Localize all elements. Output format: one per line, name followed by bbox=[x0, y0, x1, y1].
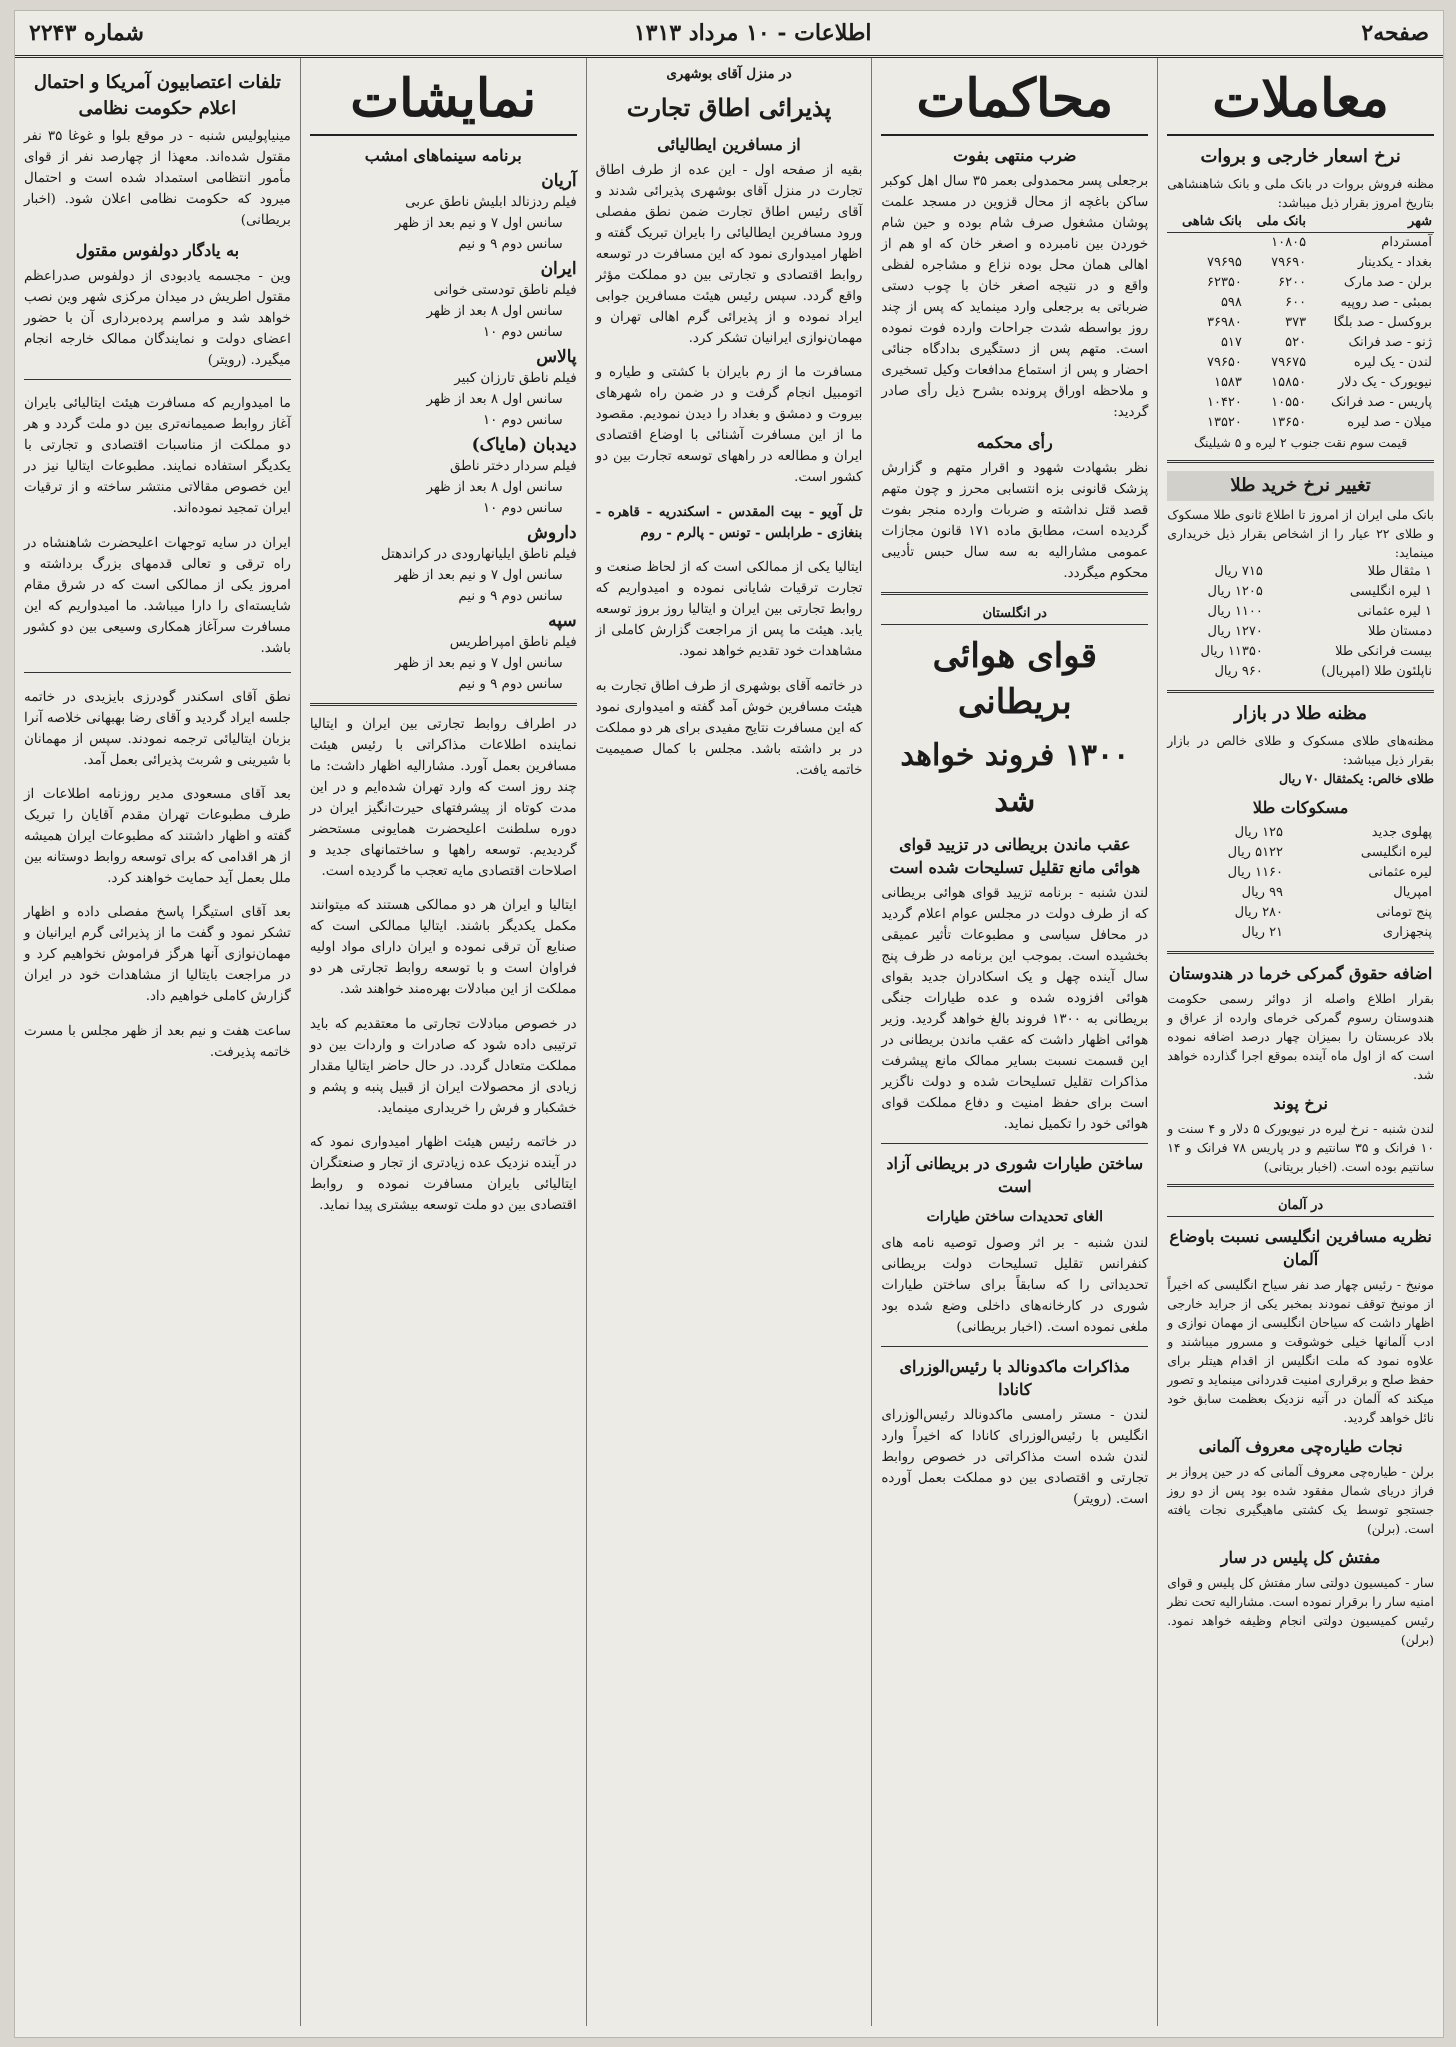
gold-title: تغییر نرخ خرید طلا bbox=[1167, 471, 1434, 501]
cinema-entry bbox=[310, 171, 577, 255]
germany-body: مونیخ - رئیس چهار صد نفر سیاح انگلیسی که اخیراً از مونیخ توقف نمودند بمخبر یکی از جراید خارجی اظهار داشت که سیاحان انگلیسی از مهمان نوازی و ادب آلمانها خیلی خوشوقت و مسرور میباشند و علاوه نمود که ملت انگلیس از اقدام هیتلر برای حفظ صلح و برقراری امنیت قدردانی مینماید و تصور میکند که آلمان در آتیه نزدیک بعظمت سابق خود نائل خواهد گردید. bbox=[1167, 1277, 1434, 1425]
aircraft-body: لندن شنبه - بر اثر وصول توصیه نامه های کنفرانس تقلیل تسلیحات دولت بریطانی تحدیداتی را که سابقاً برای ساختن طیارات شوری در کارخانه‌های داخلی وضع شده بود ملغی نموده است. (اخبار بریطانی) bbox=[881, 1236, 1149, 1335]
verdict-body: نظر بشهادت شهود و اقرار متهم و گزارش پزشک قانونی بزه انتسابی محرز و چون متهم قصد قتل نداشته و ضربات وارده منجر بفوت گردیده است، مطابق ماده ۱۷۱ قانون مجازات عمومی مشارالیه به سه سال حبس تأدیبی محکوم میگردد. bbox=[881, 461, 1149, 581]
gold-row-price: ۱۲۰۵ ریال bbox=[1207, 584, 1263, 599]
canada-title: مذاکرات ماکدونالد با رئیس‌الوزرای کانادا bbox=[899, 1357, 1131, 1399]
case1-title: ضرب منتهی بفوت bbox=[953, 146, 1077, 165]
newspaper-page bbox=[14, 10, 1444, 2038]
pound-title: نرخ پوند bbox=[1273, 1094, 1328, 1113]
masthead bbox=[15, 11, 1443, 58]
cinema-film: فیلم ناطق تودستی خوانی bbox=[433, 283, 577, 298]
cinema-name: داروش bbox=[527, 523, 577, 543]
coin-row bbox=[1167, 823, 1434, 843]
rate-melli: ۱۳۶۵۰ bbox=[1271, 415, 1307, 430]
cinema-entry bbox=[310, 259, 577, 343]
commerce-body-3: ایتالیا یکی از ممالکی است که از لحاظ صنعت و تجارت ترقیات شایانی نموده و امیدواریم که روابط تجارتی بین ایران و ایتالیا روز بروز توسعه یابد. هیئت ما پس از مراجعت گزارش کاملی از مشاهدات خود تقدیم خواهد نمود. bbox=[595, 560, 863, 660]
rate-melli: ۶۰۰ bbox=[1285, 295, 1307, 310]
commerce-subtitle: از مسافرین ایطالیائی bbox=[657, 135, 801, 154]
gold-row bbox=[1167, 622, 1434, 642]
gold-row-label: ۱ لیره عثمانی bbox=[1357, 604, 1432, 619]
gold-row bbox=[1167, 602, 1434, 622]
rates-row bbox=[1167, 293, 1434, 313]
gold-row-label: ناپلئون طلا (امپریال) bbox=[1321, 664, 1432, 679]
rate-shahi: ۷۹۶۵۰ bbox=[1206, 355, 1242, 370]
gold-row-label: ۱ لیره انگلیسی bbox=[1349, 584, 1432, 599]
cinema-entry bbox=[310, 611, 577, 695]
shows-body-4: در خاتمه رئیس هیئت اظهار امیدواری نمود که در آینده نزدیک عده زیادتری از تجار و صنعتگران ایتالیائی بایران مسافرت نموده و روابط اقتصادی بین دو ملت توسعه بیشتری پیدا نماید. bbox=[309, 1135, 577, 1214]
cinema-showtime: سانس دوم ۱۰ bbox=[482, 413, 563, 428]
germany-title: نظریه مسافرین انگلیسی نسبت باوضاع آلمان bbox=[1169, 1227, 1432, 1269]
gold-row-label: بیست فرانکی طلا bbox=[1335, 644, 1432, 659]
market-intro: مظنه‌های طلای مسکوک و طلای خالص در بازار بقرار ذیل میباشد: bbox=[1167, 733, 1434, 767]
cinema-name: سپه bbox=[548, 611, 577, 631]
rates-row bbox=[1167, 353, 1434, 373]
rate-city: پاریس - صد فرانک bbox=[1331, 395, 1432, 410]
cinema-showtime: سانس دوم ۹ و نیم bbox=[458, 677, 563, 692]
gold-row-label: ۱ مثقال طلا bbox=[1367, 564, 1432, 579]
rate-city: بروکسل - صد بلگا bbox=[1333, 315, 1432, 330]
cinema-list bbox=[310, 171, 577, 695]
rates-col-city: شهر bbox=[1308, 212, 1434, 233]
england-head: در انگلستان bbox=[881, 603, 1148, 625]
rate-melli: ۳۷۳ bbox=[1285, 315, 1307, 330]
rates-row bbox=[1167, 273, 1434, 293]
cinema-showtime: سانس اول ۷ و نیم بعد از ظهر bbox=[394, 656, 563, 671]
news-body-5: بعد آقای مسعودی مدیر روزنامه اطلاعات از طرف مطبوعات تهران مقدم آقایان را تبریک گفته و اظهار داشتند که مطبوعات ایران همیشه از هر اقدامی که برای توسعه روابط دوستانه بین ملل بعمل آید حمایت خواهند کرد. bbox=[24, 786, 291, 886]
rate-melli: ۵۲۰ bbox=[1285, 335, 1307, 350]
coin-row-price: ۵۱۲۲ ریال bbox=[1227, 845, 1284, 860]
section-title-shows: نمایشات bbox=[310, 64, 577, 136]
cinema-name: پالاس bbox=[536, 347, 577, 367]
coin-row-label: لیره انگلیسی bbox=[1360, 845, 1432, 860]
coin-row-label: پهلوی جدید bbox=[1371, 825, 1432, 840]
coin-row-price: ۲۸۰ ریال bbox=[1234, 905, 1284, 920]
rate-city: آمستردام bbox=[1381, 235, 1432, 250]
column-news bbox=[15, 58, 300, 2026]
section-title-transactions: معاملات bbox=[1167, 64, 1434, 136]
news-body-4: نطق آقای اسکندر گودرزی بایزیدی در خاتمه جلسه ایراد گردید و آقای رضا بهبهانی خلاصه آنرا بزبان ایتالیائی ترجمه نمودند. سپس از مهمانان با شیرینی و شربت پذیرائی بعمل آمد. bbox=[24, 689, 291, 768]
rate-shahi: ۶۲۳۵۰ bbox=[1206, 275, 1242, 290]
gold-table bbox=[1167, 562, 1434, 682]
cinema-program-title: برنامه سینماهای امشب bbox=[364, 146, 522, 165]
newspaper-title: اطلاعات - ۱۰ مرداد ۱۳۱۳ bbox=[633, 20, 872, 46]
cinema-showtime: سانس دوم ۹ و نیم bbox=[458, 237, 563, 252]
rate-shahi: ۱۰۴۲۰ bbox=[1206, 395, 1242, 410]
coin-row bbox=[1167, 903, 1434, 923]
aircraft-subtitle: الغای تحدیدات ساختن طیارات bbox=[926, 1209, 1103, 1225]
rates-body bbox=[1167, 233, 1434, 434]
rate-melli: ۶۲۰۰ bbox=[1278, 275, 1307, 290]
column-courts bbox=[871, 58, 1157, 2026]
rate-melli: ۱۵۸۵۰ bbox=[1271, 375, 1307, 390]
cinema-showtime: سانس اول ۸ بعد از ظهر bbox=[426, 304, 563, 319]
cinema-showtime: سانس اول ۷ و نیم بعد از ظهر bbox=[394, 568, 563, 583]
coin-row bbox=[1167, 923, 1434, 943]
rate-shahi: ۵۱۷ bbox=[1220, 335, 1242, 350]
airforce-count: ۱۳۰۰ فروند خواهد شد bbox=[900, 738, 1130, 819]
rate-city: برلن - صد مارک bbox=[1343, 275, 1432, 290]
coin-row-price: ۱۱۶۰ ریال bbox=[1227, 865, 1284, 880]
rates-intro: مظنه فروش بروات در بانک ملی و بانک شاهنشاهی بتاریخ امروز بقرار ذیل میباشد: bbox=[1167, 176, 1434, 210]
rates-row bbox=[1167, 233, 1434, 254]
rate-shahi: ۱۳۵۲۰ bbox=[1206, 415, 1242, 430]
coin-row-label: امپریال bbox=[1393, 885, 1432, 900]
rate-melli: ۷۹۶۹۰ bbox=[1271, 255, 1307, 270]
airforce-title: قوای هوائی بریطانی bbox=[932, 636, 1098, 722]
commerce-kicker: در منزل آقای بوشهری bbox=[666, 66, 792, 82]
pure-gold: طلای خالص: یکمثقال ۷۰ ریال bbox=[1279, 771, 1434, 786]
commerce-title: پذیرائی اطاق تجارت bbox=[626, 93, 832, 122]
cinema-showtime: سانس دوم ۱۰ bbox=[482, 501, 563, 516]
rates-row bbox=[1167, 373, 1434, 393]
police-title: مفتش کل پلیس در سار bbox=[1220, 1548, 1381, 1567]
cinema-showtime: سانس اول ۸ بعد از ظهر bbox=[426, 392, 563, 407]
pilot-body: برلن - طیاره‌چی معروف آلمانی که در حین پرواز بر فراز دریای شمال مفقود شده بود پس از دو روز جستجو توسط یک کشتی ماهیگیری نجات یافته است. (برلن) bbox=[1167, 1464, 1434, 1536]
columns bbox=[15, 58, 1443, 2026]
coin-row-price: ۲۱ ریال bbox=[1241, 925, 1284, 940]
gold-row bbox=[1167, 662, 1434, 682]
rate-melli: ۱۰۸۰۵ bbox=[1271, 235, 1307, 250]
rate-city: ژنو - صد فرانک bbox=[1348, 335, 1432, 350]
coin-row bbox=[1167, 883, 1434, 903]
column-shows bbox=[300, 58, 586, 2026]
coins-title: مسکوکات طلا bbox=[1252, 798, 1349, 817]
cinema-showtime: سانس دوم ۹ و نیم bbox=[458, 589, 563, 604]
canada-body: لندن - مستر رامسی ماکدونالد رئیس‌الوزرای انگلیس با رئیس‌الوزرای کانادا که اخیراً وارد لندن شده است مذاکراتی در خصوص روابط تجارتی و اقتصادی بین دو مملکت بعمل آورده است. (رویتر) bbox=[881, 1408, 1149, 1507]
column-transactions bbox=[1157, 58, 1443, 2026]
rate-city: بمبئی - صد روپیه bbox=[1340, 295, 1432, 310]
verdict-title: رأی محکمه bbox=[976, 433, 1053, 452]
cinema-entry bbox=[310, 523, 577, 607]
news-body-2: ما امیدواریم که مسافرت هیئت ایتالیائی بایران آغاز روابط صمیمانه‌تری بین دو ملت گردد و هر دو مملکت از مناسبات اقتصادی و تجارتی با یکدیگر استفاده نمایند. مطبوعات ایتالیا نیز در این خصوص مقالاتی منتشر ساخته و از ترقیات ایران تمجید نموده‌اند. bbox=[24, 396, 291, 517]
column-commerce bbox=[586, 58, 872, 2026]
cinema-name: دیدبان (مایاک) bbox=[471, 435, 577, 455]
airforce-subtitle: عقب ماندن بریطانی در تزیید قوای هوائی مانع تقلیل تسلیحات شده است bbox=[889, 835, 1141, 877]
news-body-3: ایران در سایه توجهات اعلیحضرت شاهنشاه در راه ترقی و تعالی قدمهای بزرگ برداشته و امروز یکی از ممالکی است که در شرق مقام شایسته‌ای را دارا میباشد. ما امیدواریم که این مسافرت سرآغاز همکاری وسیعی بین دو کشور باشد. bbox=[24, 535, 291, 656]
page-number: صفحه۲ bbox=[1361, 20, 1429, 46]
rate-city: بغداد - یکدینار bbox=[1357, 255, 1432, 270]
commerce-body-2: مسافرت ما از رم بایران با کشتی و طیاره و اتومبیل انجام گرفت و در ضمن راه شهرهای بیروت و دمشق و بغداد را دیدن نمودیم. مقصود ما از این مسافرت آشنائی با اوضاع اقتصادی ایران و مطالعه در راههای توسعه تجارت بین دو کشور است. bbox=[595, 365, 863, 486]
gold-row-price: ۱۱۳۵۰ ریال bbox=[1200, 644, 1263, 659]
rate-shahi bbox=[1167, 233, 1244, 254]
rate-city: لندن - یک لیره bbox=[1353, 355, 1432, 370]
rates-col-shahi: بانک شاهی bbox=[1167, 212, 1244, 233]
rate-melli: ۱۰۵۵۰ bbox=[1271, 395, 1307, 410]
germany-head: در آلمان bbox=[1167, 1195, 1434, 1217]
police-body: سار - کمیسیون دولتی سار مفتش کل پلیس و قوای امنیه سار را برقرار نموده است. مشارالیه تحت نظر رئیس کمیسیون دولتی انجام وظیفه خواهد نمود. (برلن) bbox=[1167, 1575, 1434, 1647]
dollfuss-body: وین - مجسمه یادبودی از دولفوس صدراعظم مقتول اطریش در میدان مرکزی شهر وین نصب خواهد شد و مراسم پرده‌برداری آن با حضور اعضای دولت و نمایندگان ممالک خارجه انجام میگیرد. (رویتر) bbox=[24, 269, 291, 368]
shows-body-2: ایتالیا و ایران هر دو ممالکی هستند که میتوانند مکمل یکدیگر باشند. ایتالیا ممالکی است که صنایع آن ترقی نموده و ایران دارای مواد اولیه فراوان است و با توسعه روابط تجارتی هر دو مملکت از این مبادلات بهره‌مند خواهند شد. bbox=[309, 898, 577, 998]
cinema-showtime: سانس اول ۸ بعد از ظهر bbox=[426, 480, 563, 495]
section-title-courts: محاکمات bbox=[881, 64, 1148, 136]
gold-row bbox=[1167, 562, 1434, 582]
rates-row bbox=[1167, 413, 1434, 433]
gold-row-price: ۱۲۷۰ ریال bbox=[1207, 624, 1263, 639]
rate-shahi: ۱۵۸۳ bbox=[1213, 375, 1242, 390]
rates-row bbox=[1167, 393, 1434, 413]
gold-row-label: دمستان طلا bbox=[1367, 624, 1432, 639]
issue-number: شماره ۲۲۴۳ bbox=[29, 20, 144, 46]
strike-body: مینیاپولیس شنبه - در موقع بلوا و غوغا ۳۵ نفر مقتول شده‌اند. معهذا از چهارصد نفر از قوای مأمور انتظامی استمداد شده است و احتمال میرود که حکومت نظامی اعلان شود. (اخبار بریطانی) bbox=[24, 129, 291, 228]
strike-title: تلفات اعتصابیون آمریکا و احتمال اعلام حکومت نظامی bbox=[33, 72, 281, 119]
coin-row bbox=[1167, 863, 1434, 883]
airforce-body: لندن شنبه - برنامه تزیید قوای هوائی بریطانی که از طرف دولت در مجلس عوام اعلام گردید در محافل سیاسی و مطبوعات تأثیر عمیقی بخشیده است. بموجب این برنامه در ظرف پنج سال آینده چهل و یک اسکادران جدید بقوای هوائی افزوده شده و عده طیارات جنگی بریطانی به ۱۳۰۰ فروند بالغ خواهد گردید. وزیر هوائی اظهار داشت که عقب ماندن بریطانی در این قسمت نسبت بسایر ممالک مانع پیشرفت مذاکرات تقلیل تسلیحات شده و دولت ناگزیر است برای حفظ امنیت و دفاع مملکت قوای هوائی خود را تکمیل نماید. bbox=[881, 886, 1149, 1132]
coin-row-label: پنجهزاری bbox=[1382, 925, 1432, 940]
coin-row bbox=[1167, 843, 1434, 863]
cinema-film: فیلم ناطق ایلیانهارودی در کراندهتل bbox=[380, 547, 577, 562]
commerce-cities: تل آویو - بیت المقدس - اسکندریه - قاهره - بنغازی - طرابلس - تونس - پالرم - روم bbox=[595, 503, 863, 541]
cinema-film: فیلم ناطق امپراطریس bbox=[449, 635, 577, 650]
coin-row-label: پنج تومانی bbox=[1376, 905, 1432, 920]
dollfuss-title: به یادگار دولفوس مقتول bbox=[75, 241, 240, 260]
dates-customs-title: اضافه حقوق گمرکی خرما در هندوستان bbox=[1168, 964, 1433, 983]
coin-row-price: ۱۲۵ ریال bbox=[1234, 825, 1284, 840]
gold-row-price: ۹۶۰ ریال bbox=[1214, 664, 1263, 679]
rates-header-row bbox=[1167, 212, 1434, 233]
gold-row bbox=[1167, 642, 1434, 662]
coin-row-label: لیره عثمانی bbox=[1368, 865, 1432, 880]
cinema-name: آریان bbox=[541, 171, 577, 191]
gold-intro: بانک ملی ایران از امروز تا اطلاع ثانوی طلا مسکوک و طلای ۲۲ عیار را از اشخاص بقرار ذیل خریداری مینماید: bbox=[1167, 507, 1434, 560]
commerce-body-1: بقیه از صفحه اول - این عده از طرف اطاق تجارت در منزل آقای بوشهری پذیرائی شدند و آقای رئیس اطاق تجارت ضمن نطق مفصلی ورود مسافرین ایطالیائی را بایران تبریک گفته و اظهار امیدواری نمود که این مسافرت در توسعه روابط اقتصادی و تجارتی بین دو مملکت مؤثر واقع گردد. سپس رئیس هیئت مسافرین جوابی ایراد نموده و از پذیرائی گرم اهالی تهران و مهمان‌نوازی ایرانیان تشکر کرد. bbox=[595, 163, 863, 346]
case1-body: برجعلی پسر محمدولی بعمر ۳۵ سال اهل کوکبر ساکن باغچه از محال قزوین در مسجد علمت پوشان مشغول صرف شام بوده و حین شام خوردن بین نامبرده و اصغر خان که او هم از اهالی همان محل بوده نزاع و مشاجره لفظی واقع و در نتیجه اصغر خان با چوب دستی ضرباتی به برجعلی وارد مینماید که پس از چند روز بواسطه شدت جراحات وارده فوت نموده است. متهم پس از دستگیری بدادگاه جنائی احضار و پس از استماع مدافعات وکیل تسخیری و ملاحظه اوراق پرونده بشرح ذیل رأی صادر گردید: bbox=[881, 174, 1149, 420]
rates-note: قیمت سوم نقت جنوب ۲ لیره و ۵ شیلینگ bbox=[1193, 435, 1408, 450]
rates-row bbox=[1167, 313, 1434, 333]
rate-melli: ۷۹۶۷۵ bbox=[1271, 355, 1307, 370]
cinema-showtime: سانس اول ۷ و نیم بعد از ظهر bbox=[394, 216, 563, 231]
gold-row bbox=[1167, 582, 1434, 602]
rate-city: میلان - صد لیره bbox=[1347, 415, 1432, 430]
cinema-entry bbox=[310, 435, 577, 519]
news-body-6: بعد آقای استیگرا پاسخ مفصلی داده و اظهار تشکر نمود و گفت ما از پذیرائی گرم ایرانیان و مهمان‌نوازی آنها هرگز فراموش نخواهیم کرد و در مراجعت بایتالیا از مشاهدات خود در ایران گزارش کاملی خواهیم داد. bbox=[24, 905, 291, 1005]
dates-customs-body: بقرار اطلاع واصله از دوائر رسمی حکومت هندوستان رسوم گمرکی خرمای وارده از عراق و بلاد عربستان را بمیزان چهار درصد اضافه نموده است که از اول ماه آینده بموقع اجرا گذارده خواهد شد. bbox=[1167, 991, 1434, 1082]
rate-shahi: ۷۹۶۹۵ bbox=[1206, 255, 1242, 270]
rate-shahi: ۵۹۸ bbox=[1220, 295, 1242, 310]
news-closing: ساعت هفت و نیم بعد از ظهر مجلس با مسرت خاتمه پذیرفت. bbox=[24, 1023, 291, 1060]
rates-col-melli: بانک ملی bbox=[1244, 212, 1308, 233]
market-title: مظنه طلا در بازار bbox=[1234, 703, 1368, 724]
cinema-showtime: سانس دوم ۱۰ bbox=[482, 325, 563, 340]
rates-row bbox=[1167, 333, 1434, 353]
coin-row-price: ۹۹ ریال bbox=[1241, 885, 1284, 900]
rate-city: نیویورک - یک دلار bbox=[1337, 375, 1432, 390]
cinema-film: فیلم سردار دختر ناطق bbox=[449, 459, 577, 474]
pilot-title: نجات طیاره‌چی معروف آلمانی bbox=[1198, 1437, 1403, 1456]
cinema-entry bbox=[310, 347, 577, 431]
pound-body: لندن شنبه - نرخ لیره در نیویورک ۵ دلار و ۴ سنت و ۱۰ فرانک و ۳۵ سانتیم و در پاریس ۷۸ فرانک و ۱۴ سانتیم بوده است. (اخبار بریتانی) bbox=[1167, 1121, 1434, 1174]
rate-shahi: ۳۶۹۸۰ bbox=[1206, 315, 1242, 330]
cinema-film: فیلم ناطق تارزان کبیر bbox=[454, 371, 577, 386]
commerce-body-4: در خاتمه آقای بوشهری از طرف اطاق تجارت به هیئت مسافرین خوش آمد گفته و امیدواری نمود که این مسافرت نتایج مفیدی برای هر دو مملکت در بر داشته باشد. مجلس با کمال صمیمیت خاتمه یافت. bbox=[595, 678, 863, 778]
aircraft-title: ساختن طیارات شوری در بریطانی آزاد است bbox=[886, 1154, 1144, 1196]
shows-body-1: در اطراف روابط تجارتی بین ایران و ایتالیا نماینده اطلاعات مذاکراتی با رئیس هیئت مسافرین بعمل آورد. مشارالیه اظهار داشت: ما چند روز است که وارد تهران شده‌ایم و در این مدت کوتاه از پیشرفتهای حیرت‌انگیز ایران در دوره سلطنت اعلیحضرت همایونی مستحضر گردیدیم. توسعه راهها و ساختمانهای جدید و اصلاحات اقتصادی مایه تعجب ما گردیده است. bbox=[309, 717, 577, 879]
shows-body-3: در خصوص مبادلات تجارتی ما معتقدیم که باید ترتیبی داده شود که صادرات و واردات بین دو مملکت متعادل گردد. در حال حاضر ایتالیا مقدار زیادی از محصولات ایران از قبیل پنبه و پشم و خشکبار و فرش را خریداری مینماید. bbox=[309, 1016, 577, 1116]
coins-table bbox=[1167, 823, 1434, 943]
gold-row-price: ۱۱۰۰ ریال bbox=[1207, 604, 1263, 619]
rates-title: نرخ اسعار خارجی و بروات bbox=[1200, 146, 1401, 167]
exchange-rates-table bbox=[1167, 212, 1434, 433]
cinema-film: فیلم ردزنالد ابلیش ناطق عربی bbox=[405, 195, 577, 210]
gold-row-price: ۷۱۵ ریال bbox=[1214, 564, 1263, 579]
cinema-name: ایران bbox=[540, 259, 577, 279]
rates-row bbox=[1167, 253, 1434, 273]
